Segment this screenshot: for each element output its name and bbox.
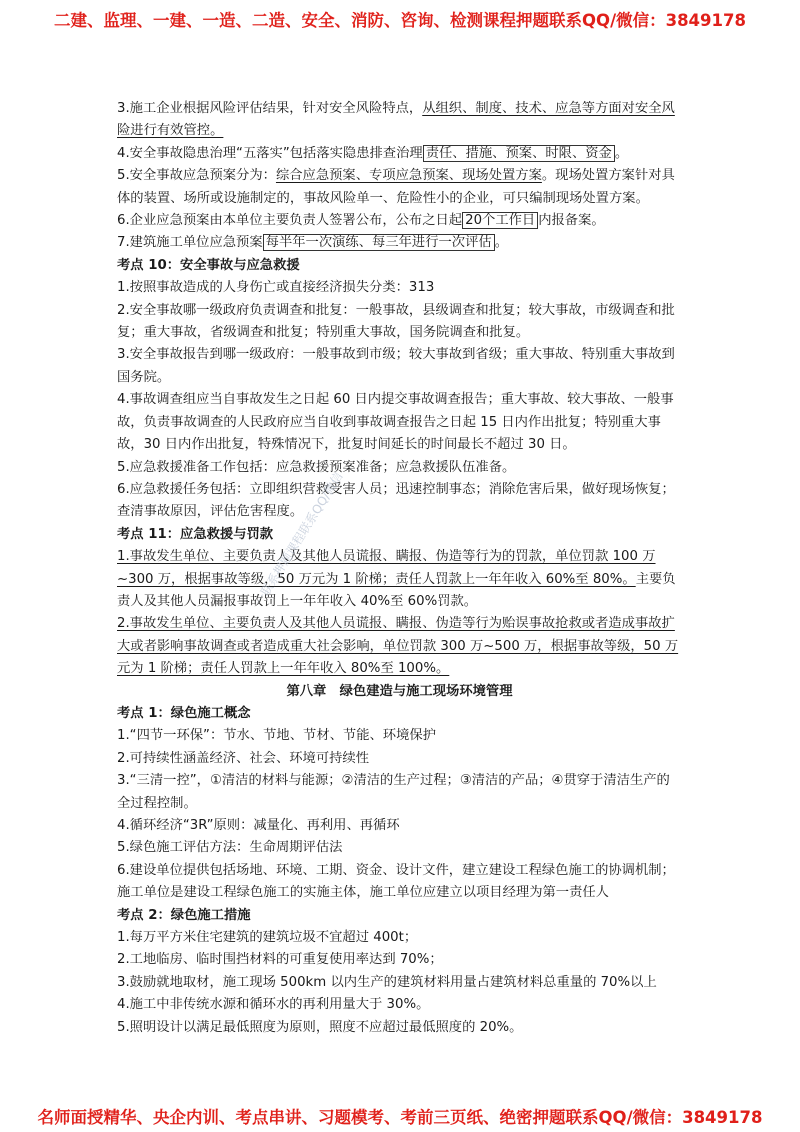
text: 。 — [614, 145, 629, 161]
boxed-text: 每半年一次演练、每三年进行一次评估 — [263, 234, 495, 251]
text: 6.企业应急预案由本单位主要负责人签署公布，公布之日起 — [117, 213, 463, 229]
boxed-text: 责任、措施、预案、时限、资金 — [423, 145, 615, 162]
footer-banner: 名师面授精华、央企内训、考点串讲、习题模考、考前三页纸、绝密押题联系QQ/微信：3849178 — [37, 1108, 763, 1127]
underlined-text: 2.事故发生单位、主要负责人及其他人员谎报、瞒报、伪造等行为贻误事故抢救或者造成事故扩大或者影响事故调查或者造成重大社会影响，单位罚款 300 万~500 万，根据事故等级，50 万元为 1 阶梯；责任人罚款上一年年收入 80%至 100%。 — [117, 616, 679, 677]
text: 5.安全事故应急预案分为： — [117, 168, 276, 184]
paragraph: 4.事故调查组应当自事故发生之日起 60 日内提交事故调查报告；重大事故、较大事故、一般事故，负责事故调查的人民政府应当自收到事故调查报告之日起 15 日内作出批复；特别重大事故，30 日内作出批复，特殊情况下，批复时间延长的时间最长不超过 30 日。 — [117, 392, 674, 453]
paragraph — [117, 210, 682, 232]
boxed-text: 20个工作日 — [462, 212, 538, 229]
paragraph: 1.每万平方米住宅建筑的建筑垃圾不宜超过 400t； — [117, 930, 418, 946]
paragraph — [117, 613, 682, 680]
paragraph: 4.循环经济“3R”原则：减量化、再利用、再循环 — [117, 818, 400, 833]
chapter-title: 第八章 绿色建造与施工现场环境管理 — [286, 683, 513, 699]
text: 4.安全事故隐患治理“五落实”包括落实隐患排查治理 — [117, 145, 423, 161]
paragraph: 3.安全事故报告到哪一级政府：一般事故到市级；较大事故到省级；重大事故、特别重大事故到国务院。 — [117, 347, 675, 385]
paragraph: 6.应急救援任务包括：立即组织营救受害人员；迅速控制事态；消除危害后果，做好现场恢复；查清事故原因，评估危害程度。 — [117, 481, 675, 520]
paragraph: 3.“三清一控”，①清洁的材料与能源；②清洁的生产过程；③清洁的产品；④贯穿于清洁生产的全过程控制。 — [117, 773, 670, 811]
underlined-text: 综合应急预案、专项应急预案、现场处置方案 — [275, 168, 542, 184]
section-heading: 考点 2：绿色施工措施 — [117, 907, 251, 923]
text: 7.建筑施工单位应急预案 — [117, 235, 263, 251]
text: 内报备案。 — [538, 213, 605, 229]
header-banner: 二建、监理、一建、一造、二造、安全、消防、咨询、检测课程押题联系QQ/微信：3849178 — [54, 11, 746, 30]
paragraph — [117, 546, 682, 613]
paragraph: 5.照明设计以满足最低照度为原则，照度不应超过最低照度的 20%。 — [117, 1019, 523, 1035]
paragraph: 4.施工中非传统水源和循环水的再利用量大于 30%。 — [117, 997, 430, 1013]
section-heading: 考点 10：安全事故与应急救援 — [117, 257, 300, 273]
paragraph: 1.“四节一环保”：节水、节地、节材、节能、环境保护 — [117, 728, 436, 744]
watermark: 一联系押题课程联系QQ/微信 — [251, 469, 346, 609]
document-body — [117, 98, 682, 1039]
paragraph — [117, 98, 682, 143]
text: 主要负责人及其他人员漏报事故罚上一年年收入 40%至 60%罚款。 — [117, 571, 676, 609]
text: 。 — [494, 235, 508, 251]
paragraph: 5.应急救援准备工作包括：应急救援预案准备；应急救援队伍准备。 — [117, 459, 516, 475]
paragraph: 1.按照事故造成的人身伤亡或直接经济损失分类：313 — [117, 280, 435, 296]
underlined-text: 从组织、制度、技术、应急等方面对安全风险进行有效管控。 — [117, 101, 675, 139]
underlined-text: 1.事故发生单位、主要负责人及其他人员谎报、瞒报、伪造等行为的罚款，单位罚款 100 万~300 万，根据事故等级，50 万元为 1 阶梯；责任人罚款上一年年收入 60%至 80%。 — [117, 549, 656, 587]
paragraph: 2.安全事故哪一级政府负责调查和批复：一般事故，县级调查和批复；较大事故，市级调查和批复；重大事故，省级调查和批复；特别重大事故，国务院调查和批复。 — [117, 302, 675, 341]
paragraph: 3.鼓励就地取材，施工现场 500km 以内生产的建筑材料用量占建筑材料总重量的 70%以上 — [117, 974, 657, 990]
section-heading: 考点 1：绿色施工概念 — [117, 705, 251, 721]
section-heading: 考点 11：应急救援与罚款 — [117, 526, 274, 542]
paragraph: 6.建设单位提供包括场地、环境、工期、资金、设计文件，建立建设工程绿色施工的协调机制；施工单位是建设工程绿色施工的实施主体，施工单位应建立以项目经理为第一责任人 — [117, 862, 675, 901]
paragraph — [117, 232, 682, 254]
paragraph — [117, 165, 682, 210]
text: 3.施工企业根据风险评估结果，针对安全风险特点， — [117, 101, 423, 116]
paragraph: 5.绿色施工评估方法：生命周期评估法 — [117, 840, 343, 856]
paragraph: 2.可持续性涵盖经济、社会、环境可持续性 — [117, 750, 370, 766]
paragraph: 2.工地临房、临时围挡材料的可重复使用率达到 70%； — [117, 952, 443, 968]
paragraph — [117, 143, 682, 165]
text: 。现场处置方案针对具体的装置、场所或设施制定的，事故风险单一、危险性小的企业，可只编制现场处置方案。 — [117, 168, 675, 206]
